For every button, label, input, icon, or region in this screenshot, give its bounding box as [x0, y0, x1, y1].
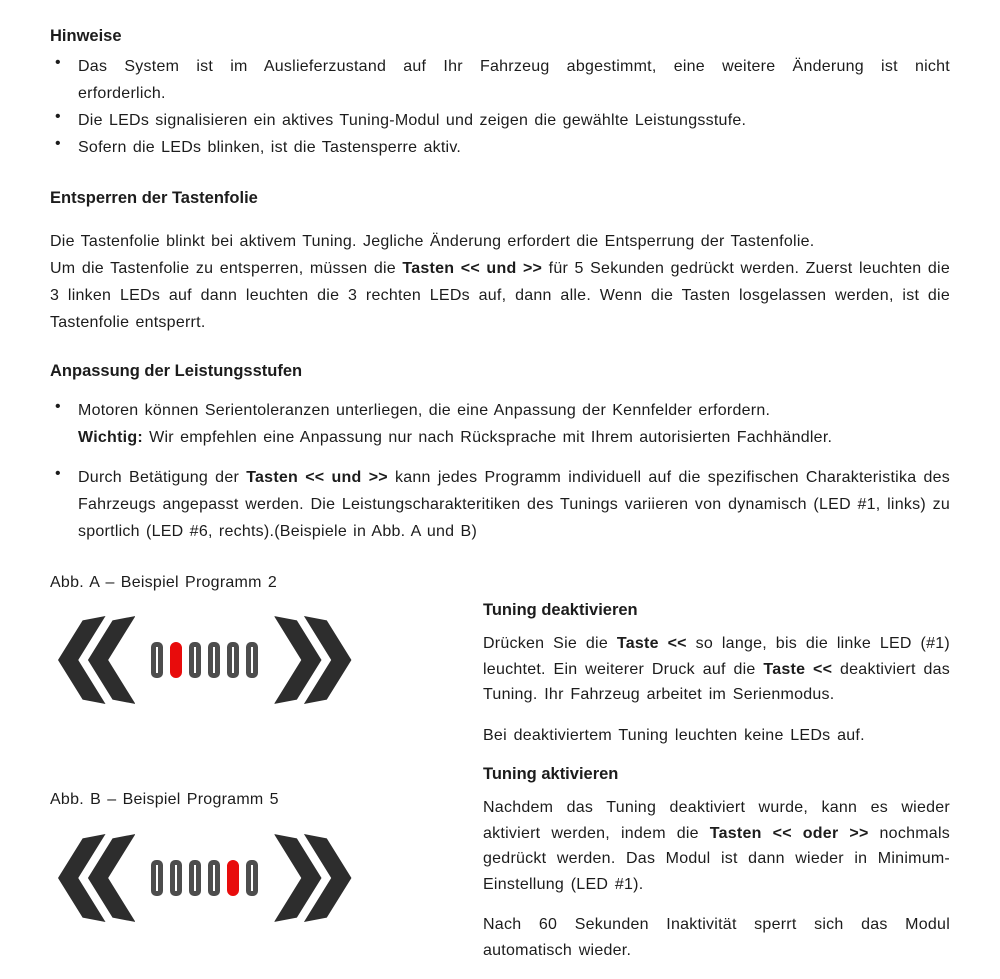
bullet-text: Durch Betätigung der Tasten << und >> kann jedes Programm individuell auf die spezifischen Charakteristika des Fahrzeugs angepasst werden. Die Leistungscharakteritiken des Tunings variieren von dynamisch (LED #1, links) zu sportlich (LED #6, rechts).(Beispiele in Abb. A und B) — [78, 469, 951, 540]
led-1 — [151, 642, 163, 678]
list-item — [50, 465, 950, 546]
led-5 — [227, 642, 239, 678]
section-title-tuning-deaktivieren: Tuning deaktivieren — [483, 600, 638, 619]
led-display-program-2 — [58, 615, 483, 705]
bullet-marker: • — [55, 465, 61, 483]
double-chevron-right-icon — [274, 834, 351, 922]
section-title-hinweise: Hinweise — [50, 27, 122, 45]
led-3 — [189, 860, 201, 896]
section-hinweise — [50, 26, 950, 162]
led-1 — [151, 860, 163, 896]
bullet-text: Die LEDs signalisieren ein aktives Tuning-Modul und zeigen die gewählte Leistungsstufe. — [78, 112, 747, 130]
list-item — [50, 108, 950, 135]
led-display-program-5 — [58, 833, 483, 923]
double-chevron-right-icon — [274, 616, 351, 704]
paragraph: Die Tastenfolie blinkt bei aktivem Tuning. Jegliche Änderung erfordert die Entsperrung der Tastenfolie. Um die Tastenfolie zu entsperren, müssen die Tasten << und >> für 5 Sekunden gedrückt werden. Zuerst leuchten die 3 linken LEDs auf dann leuchten die 3 rechten LEDs auf, dann alle. Wenn die Tasten losgelassen werden, ist die Tastenfolie entsperrt. — [50, 233, 951, 331]
figure-b-label: Abb. B – Beispiel Programm 5 — [50, 791, 279, 809]
instructions-column — [483, 572, 950, 979]
led-6 — [246, 642, 258, 678]
led-2 — [170, 860, 182, 896]
bullet-marker: • — [55, 135, 61, 153]
list-item — [50, 135, 950, 162]
figures-column — [50, 572, 483, 979]
led-3 — [189, 642, 201, 678]
paragraph: Nachdem das Tuning deaktiviert wurde, kann es wieder aktiviert werden, indem die Tasten << oder >> nochmals gedrückt werden. Das Modul ist dann wieder in Minimum-Einstellung (LED #1). — [483, 798, 951, 893]
led-4 — [208, 642, 220, 678]
paragraph: Drücken Sie die Taste << so lange, bis die linke LED (#1) leuchtet. Ein weiterer Druck auf die Taste << deaktiviert das Tuning. Ihr Fahrzeug arbeitet im Serienmodus. — [483, 635, 951, 704]
section-title-entsperren: Entsperren der Tastenfolie — [50, 188, 258, 207]
led-5-active — [227, 860, 239, 896]
figure-a-label: Abb. A – Beispiel Programm 2 — [50, 573, 278, 591]
paragraph: Bei deaktiviertem Tuning leuchten keine LEDs auf. — [483, 726, 865, 744]
bullet-text: Das System ist im Auslieferzustand auf Ihr Fahrzeug abgestimmt, eine weitere Änderung ist nicht erforderlich. — [78, 58, 950, 103]
bullet-marker: • — [55, 108, 61, 126]
section-title-anpassung: Anpassung der Leistungsstufen — [50, 361, 303, 380]
led-row — [151, 642, 258, 678]
bullet-marker: • — [55, 398, 61, 416]
led-row — [151, 860, 258, 896]
paragraph: Nach 60 Sekunden Inaktivität sperrt sich das Modul automatisch wieder. — [483, 916, 950, 959]
bullet-text: Motoren können Serientoleranzen unterliegen, die eine Anpassung der Kennfelder erfordern. Wichtig: Wir empfehlen eine Anpassung nur nach Rücksprache mit Ihrem autorisierten Fachhändler. — [78, 402, 833, 447]
double-chevron-left-icon — [58, 616, 135, 704]
bullet-marker: • — [55, 54, 61, 72]
led-6 — [246, 860, 258, 896]
columns-area — [50, 572, 950, 979]
double-chevron-left-icon — [58, 834, 135, 922]
list-item — [50, 54, 950, 108]
section-title-tuning-aktivieren: Tuning aktivieren — [483, 764, 619, 783]
section-entsperren — [50, 188, 950, 337]
bullet-text: Sofern die LEDs blinken, ist die Tastensperre aktiv. — [78, 139, 462, 157]
led-2-active — [170, 642, 182, 678]
led-4 — [208, 860, 220, 896]
list-item — [50, 398, 950, 452]
section-anpassung — [50, 361, 950, 546]
